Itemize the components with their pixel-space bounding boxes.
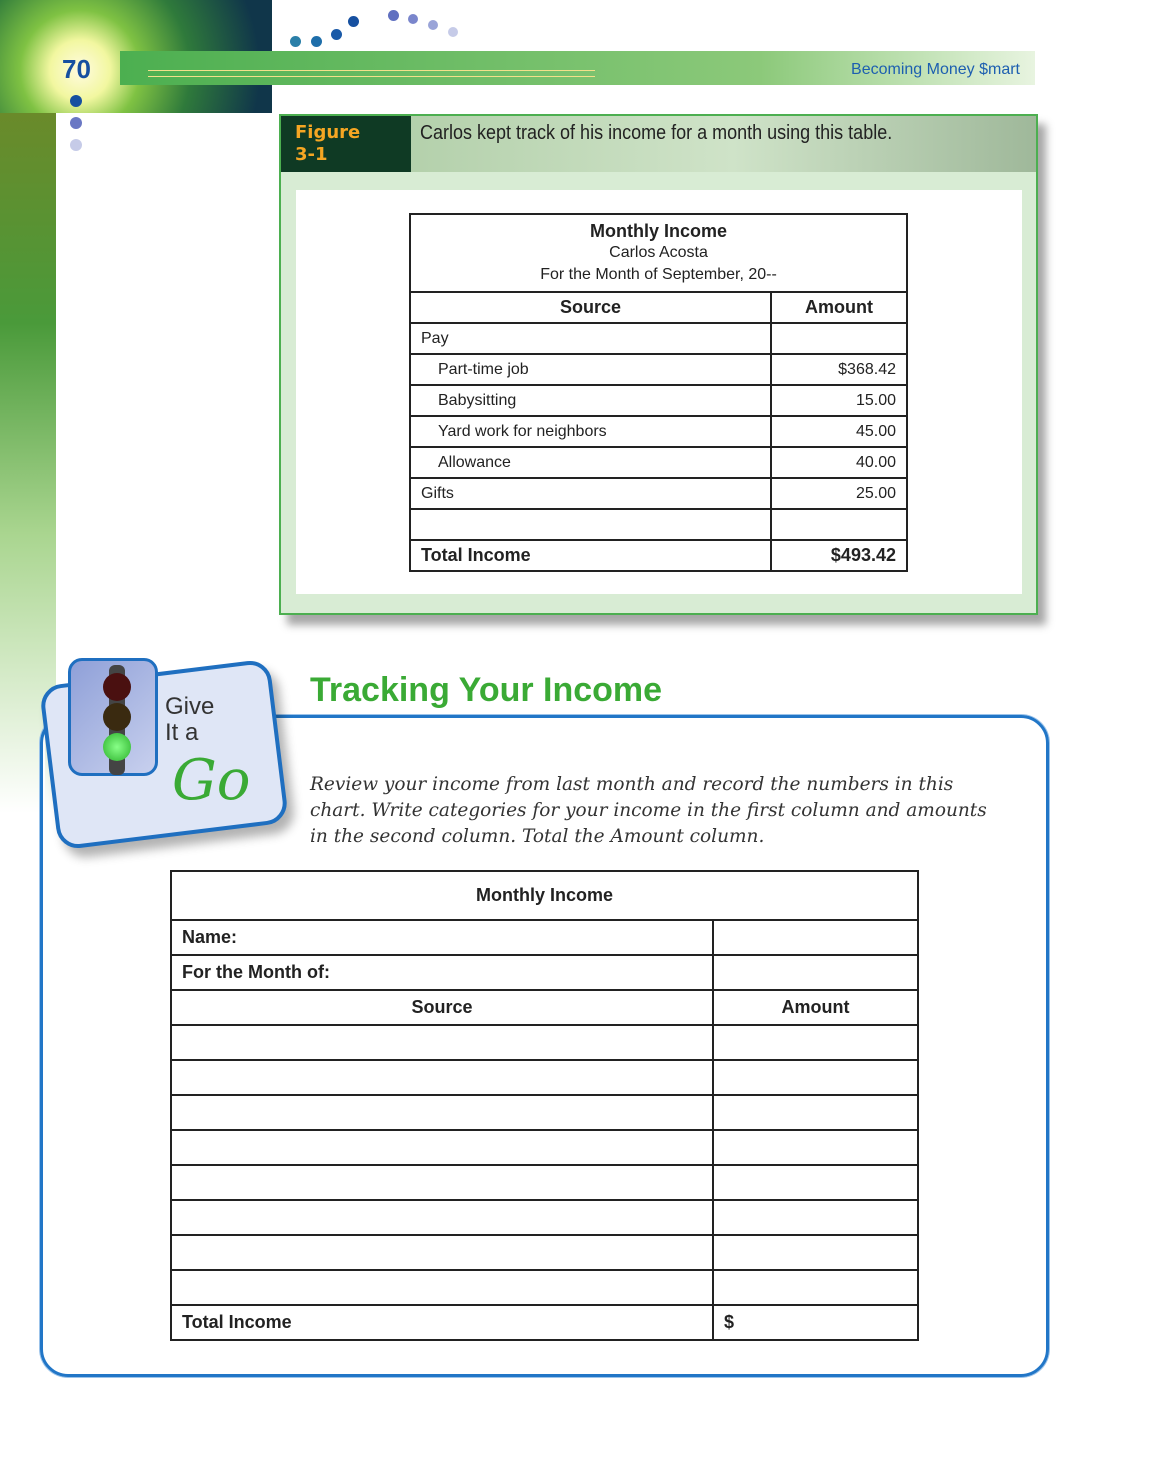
source-field[interactable] xyxy=(171,1235,713,1270)
source-cell xyxy=(410,509,771,540)
table-row xyxy=(410,385,907,416)
source-field[interactable] xyxy=(171,1165,713,1200)
blank-income-worksheet xyxy=(170,870,919,1341)
amount-field[interactable] xyxy=(713,1025,918,1060)
decor-dot xyxy=(448,27,458,37)
table-row xyxy=(410,354,907,385)
blank-row xyxy=(171,1060,918,1095)
amount-cell: 40.00 xyxy=(771,447,907,478)
decor-dot xyxy=(70,95,82,107)
total-income-field[interactable]: $ xyxy=(713,1305,918,1340)
figure-label-line2: 3-1 xyxy=(295,144,328,165)
amount-cell xyxy=(771,509,907,540)
table-row xyxy=(410,447,907,478)
column-header-amount: Amount xyxy=(771,292,907,323)
decor-dot xyxy=(348,16,359,27)
source-cell: Allowance xyxy=(410,447,771,478)
blank-row xyxy=(171,1130,918,1165)
source-cell: Pay xyxy=(410,323,771,354)
column-header-amount: Amount xyxy=(713,990,918,1025)
source-field[interactable] xyxy=(171,1200,713,1235)
amount-cell: 45.00 xyxy=(771,416,907,447)
figure-caption: Carlos kept track of his income for a month using this table. xyxy=(420,122,893,144)
month-label: For the Month of: xyxy=(171,955,713,990)
total-income-label: Total Income xyxy=(171,1305,713,1340)
decor-dot xyxy=(331,29,342,40)
worksheet-title: Monthly Income xyxy=(171,871,918,920)
page-number: 70 xyxy=(62,54,91,84)
table-row xyxy=(410,478,907,509)
table-row xyxy=(410,323,907,354)
decor-dot xyxy=(311,36,322,47)
column-header-source: Source xyxy=(171,990,713,1025)
example-income-table xyxy=(409,213,908,572)
source-cell: Babysitting xyxy=(410,385,771,416)
table-row xyxy=(410,509,907,540)
name-label: Name: xyxy=(171,920,713,955)
total-income-value: $493.42 xyxy=(771,540,907,571)
badge-go: Go xyxy=(172,748,251,813)
decor-dot xyxy=(70,117,82,129)
running-head: Becoming Money $mart xyxy=(851,61,1020,78)
section-title: Tracking Your Income xyxy=(310,671,663,709)
badge-line2: It a xyxy=(165,719,199,746)
source-cell: Gifts xyxy=(410,478,771,509)
blank-row xyxy=(171,1095,918,1130)
amount-field[interactable] xyxy=(713,1200,918,1235)
source-field[interactable] xyxy=(171,1130,713,1165)
amount-cell xyxy=(771,323,907,354)
traffic-light-icon xyxy=(68,658,158,776)
decor-dot xyxy=(388,10,399,21)
source-field[interactable] xyxy=(171,1060,713,1095)
amount-field[interactable] xyxy=(713,1060,918,1095)
blank-row xyxy=(171,1235,918,1270)
figure-header xyxy=(281,116,1036,172)
table-row xyxy=(410,416,907,447)
month-field[interactable] xyxy=(713,955,918,990)
decor-dot xyxy=(428,20,438,30)
total-income-label: Total Income xyxy=(410,540,771,571)
amount-cell: $368.42 xyxy=(771,354,907,385)
source-field[interactable] xyxy=(171,1095,713,1130)
decor-dot xyxy=(408,14,418,24)
table-period: For the Month of September, 20-- xyxy=(540,266,777,283)
badge-line1: Give xyxy=(165,693,215,720)
decor-dot xyxy=(290,36,301,47)
blank-row xyxy=(171,1165,918,1200)
blank-row xyxy=(171,1025,918,1060)
table-header-cell xyxy=(410,214,907,292)
activity-instructions: Review your income from last month and record the numbers in this chart. Write categories for your income in the first column and amounts in the second column. Total the Amount column. xyxy=(310,774,987,847)
figure-label-line1: Figure xyxy=(295,122,361,143)
column-header-source: Source xyxy=(410,292,771,323)
figure-content xyxy=(296,190,1022,594)
table-owner-name: Carlos Acosta xyxy=(609,244,708,261)
figure-label xyxy=(281,116,411,172)
amount-cell: 25.00 xyxy=(771,478,907,509)
source-field[interactable] xyxy=(171,1270,713,1305)
amount-field[interactable] xyxy=(713,1095,918,1130)
name-field[interactable] xyxy=(713,920,918,955)
source-cell: Yard work for neighbors xyxy=(410,416,771,447)
amount-field[interactable] xyxy=(713,1270,918,1305)
blank-row xyxy=(171,1270,918,1305)
amount-field[interactable] xyxy=(713,1130,918,1165)
amount-field[interactable] xyxy=(713,1235,918,1270)
blank-row xyxy=(171,1200,918,1235)
table-title: Monthly Income xyxy=(589,221,727,241)
source-field[interactable] xyxy=(171,1025,713,1060)
amount-cell: 15.00 xyxy=(771,385,907,416)
amount-field[interactable] xyxy=(713,1165,918,1200)
badge-text xyxy=(165,694,214,746)
figure-3-1 xyxy=(279,114,1038,615)
source-cell: Part-time job xyxy=(410,354,771,385)
decor-dot xyxy=(70,139,82,151)
